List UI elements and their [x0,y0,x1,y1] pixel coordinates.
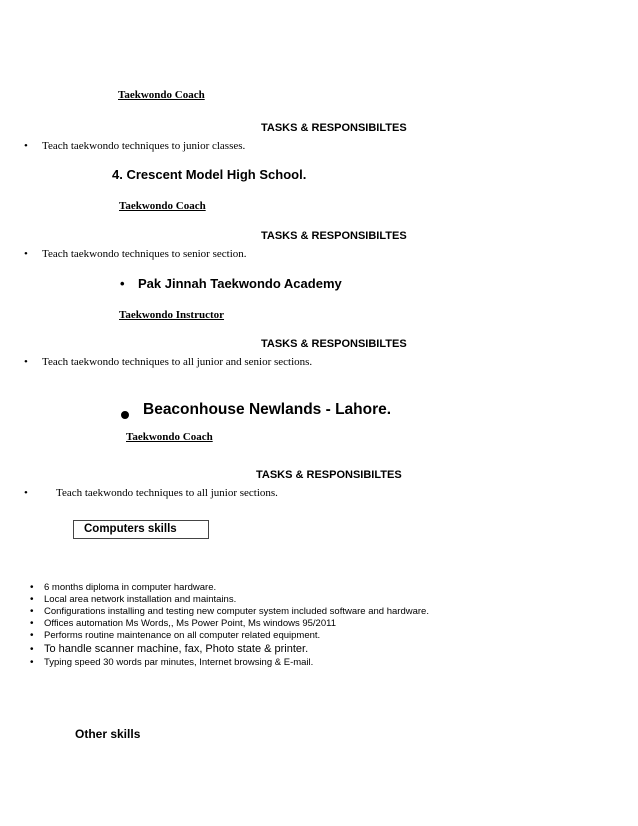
job-3-role: Taekwondo Instructor [119,309,225,321]
job-1-duty-bullet: • [24,140,28,152]
job-4-role: Taekwondo Coach [126,431,213,443]
job-2-duty-bullet: • [24,248,28,260]
job-1-tasks-heading: TASKS & RESPONSIBILTES [261,122,407,134]
job-3-organization: Pak Jinnah Taekwondo Academy [138,276,342,291]
job-2-tasks-heading: TASKS & RESPONSIBILTES [261,230,407,242]
job-4-bullet [121,406,129,424]
computer-skills-list [30,582,429,669]
job-4-organization: Beaconhouse Newlands - Lahore. [143,401,392,418]
job-4-tasks-heading: TASKS & RESPONSIBILTES [256,469,402,481]
skill-item: • Configurations installing and testing new computer system included software and hardware. [30,606,429,618]
skill-item: • Typing speed 30 words par minutes, Internet browsing & E-mail. [30,657,429,669]
job-3-duty-bullet: • [24,356,28,368]
skill-item: • Offices automation Ms Words,, Ms Power Point, Ms windows 95/2011 [30,618,429,630]
job-1-duty: Teach taekwondo techniques to junior classes. [42,140,246,152]
skill-item: • To handle scanner machine, fax, Photo state & printer. [30,642,429,657]
job-4-duty-bullet: • [24,487,28,499]
job-4-duty: Teach taekwondo techniques to all junior sections. [56,487,278,499]
other-skills-heading: Other skills [75,727,141,741]
job-3-tasks-heading: TASKS & RESPONSIBILTES [261,338,407,350]
job-2-role: Taekwondo Coach [119,200,206,212]
job-2-duty: Teach taekwondo techniques to senior section. [42,248,247,260]
skill-item: • Performs routine maintenance on all computer related equipment. [30,630,429,642]
job-3-duty: Teach taekwondo techniques to all junior and senior sections. [42,356,313,368]
skill-item: • Local area network installation and maintains. [30,594,429,606]
skill-item: • 6 months diploma in computer hardware. [30,582,429,594]
job-1-role: Taekwondo Coach [118,89,205,101]
computer-skills-heading: Computers skills [73,520,209,539]
job-2-organization: 4. Crescent Model High School. [112,167,307,182]
job-3-bullet: • [120,276,125,291]
